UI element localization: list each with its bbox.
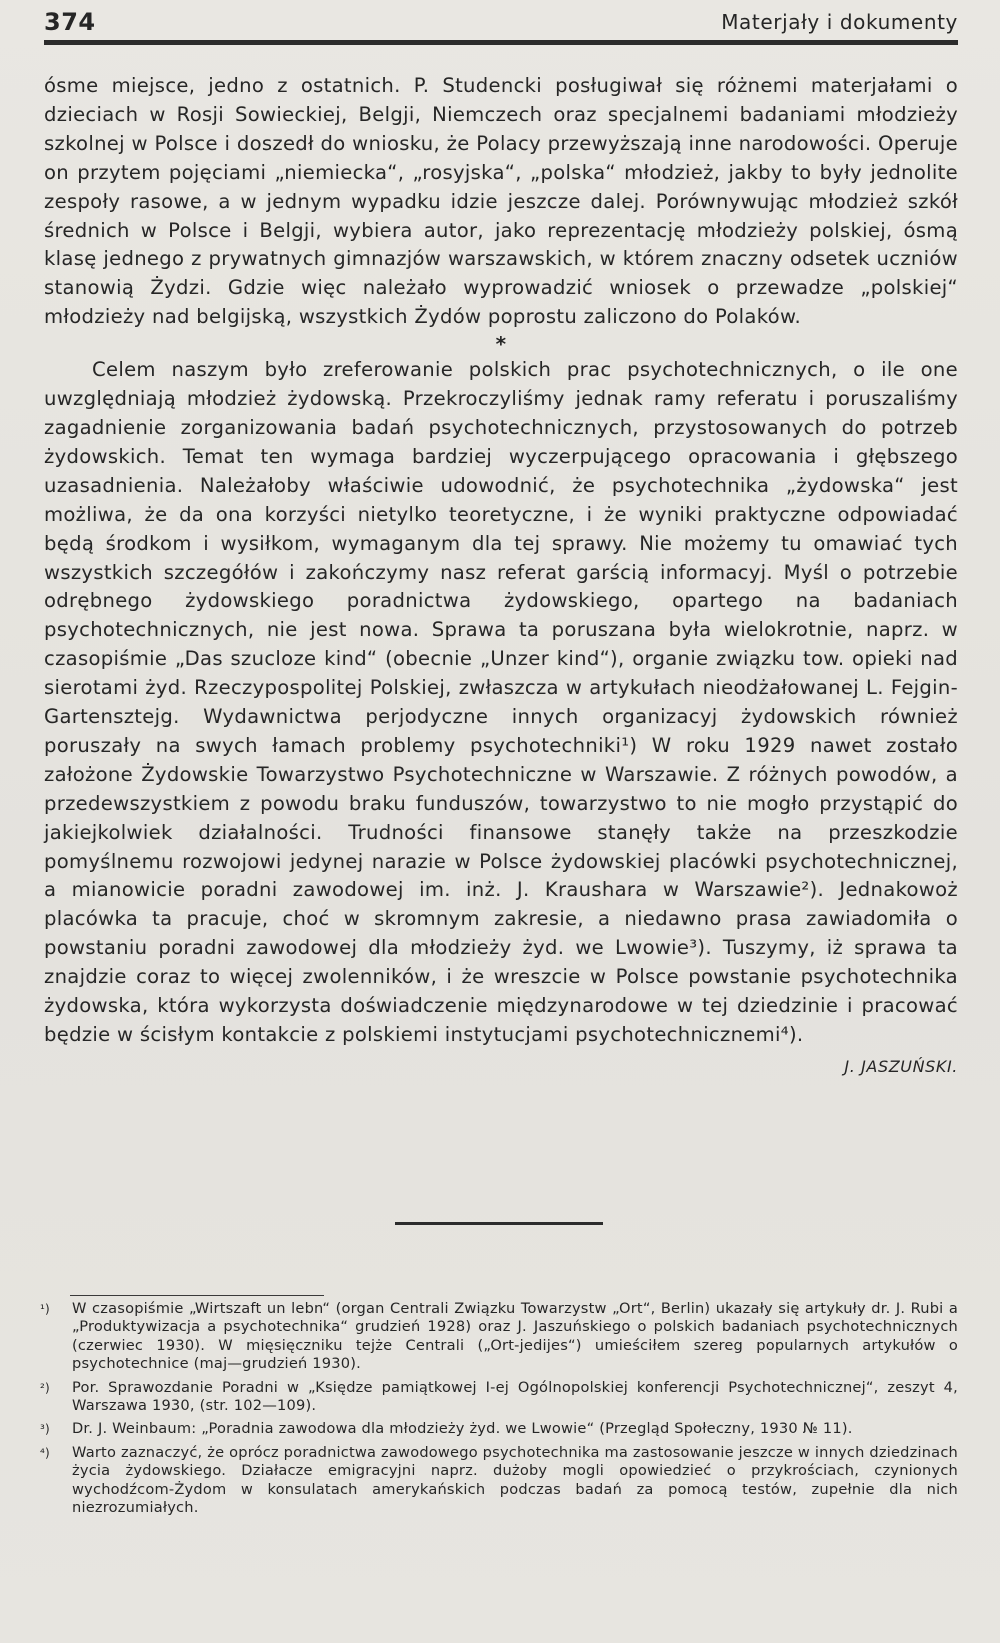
section-separator-asterisk: * — [495, 332, 507, 357]
footnote-text: W czasopiśmie „Wirtszaft un lebn“ (organ Centrali Związku Towarzystw „Ort“, Berlin) ukazały się artykuły dr. J. Rubi a „Produktywizacja a psychotechnika“ grudzień 1928) oraz J. Jaszuńskiego o polskich badaniach psychotechnicznych (czerwiec 1930). W mięsięczniku tejże Centrali („Ort-jedijes“) umieściłem szereg popularnych artykułów o psychotechnice (maj—grudzień 1930). — [72, 1300, 958, 1373]
footnote-text: Por. Sprawozdanie Poradni w „Księdze pamiątkowej I-ej Ogólnopolskiej konferencji Psychotechnicznej“, zeszyt 4, Warszawa 1930, (str. 102—109). — [72, 1378, 958, 1415]
header-rule — [44, 40, 958, 45]
paragraph-continuation: ósme miejsce, jedno z ostatnich. P. Studencki posługiwał się różnemi materjałami o dzieciach w Rosji Sowieckiej, Belgji, Niemczech oraz specjalnemi badaniami młodzieży szkolnej w Polsce i doszedł do wniosku, że Polacy przewyższają inne narodowości. Operuje on przytem pojęciami „niemiecka“, „rosyjska“, „polska“ młodzież, jakby to były jednolite zespoły rasowe, a w jednym wypadku idzie jeszcze dalej. Porównywując młodzież szkół średnich w Polsce i Belgji, wybiera autor, jako reprezentację młodzieży polskiej, ósmą klasę jednego z prywatnych gimnazjów warszawskich, w którem znaczny odsetek uczniów stanowią Żydzi. Gdzie więc należało wyprowadzić wniosek o przewadze „polskiej“ młodzieży nad belgijską, wszystkich Żydów poprostu zaliczono do Polaków. — [44, 74, 958, 329]
article-body — [44, 72, 958, 1080]
footnote-mark: ¹) — [40, 1302, 50, 1316]
running-head: Materjały i dokumenty — [721, 10, 958, 34]
footnote-mark: ³) — [40, 1422, 50, 1437]
footnote-2 — [40, 1379, 958, 1416]
footnote-4 — [40, 1444, 958, 1518]
article-end-rule — [395, 1222, 603, 1225]
page-header — [44, 8, 958, 38]
footnote-text: Dr. J. Weinbaum: „Poradnia zawodowa dla młodzieży żyd. we Lwowie“ (Przegląd Społeczny, 1930 № 11). — [72, 1420, 853, 1438]
author-signature: J. JASZUŃSKI. — [844, 1056, 958, 1076]
footnote-1 — [40, 1300, 958, 1374]
footnote-rule — [70, 1295, 324, 1296]
page-number: 374 — [44, 8, 96, 36]
paragraph-conclusion: Celem naszym było zreferowanie polskich prac psychotechnicznych, o ile one uwzględniają młodzież żydowską. Przekroczyliśmy jednak ramy referatu i poruszaliśmy zagadnienie zorganizowania badań psychotechnicznych, przystosowanych do potrzeb żydowskich. Temat ten wymaga bardziej wyczerpującego opracowania i głębszego uzasadnienia. Należałoby właściwie udowodnić, że psychotechnika „żydowska“ jest możliwa, że da ona korzyści nietylko teoretyczne, i że wyniki praktyczne odpowiadać będą środkom i wysiłkom, wymaganym dla tej sprawy. Nie możemy tu omawiać tych wszystkich szczegółów i zakończymy nasz referat garścią informacyj. Myśl o potrzebie odrębnego żydowskiego poradnictwa żydowskiego, opartego na badaniach psychotechnicznych, nie jest nowa. Sprawa ta poruszana była wielokrotnie, naprz. w czasopiśmie „Das szucloze kind“ (obecnie „Unzer kind“), organie związku tow. opieki nad sierotami żyd. Rzeczypospolitej Polskiej, zwłaszcza w artykułach nieodżałowanej L. Fejgin-Gartensztejg. Wydawnictwa perjodyczne innych organizacyj żydowskich również poruszały na swych łamach problemy psychotechniki¹) W roku 1929 nawet zostało założone Żydowskie Towarzystwo Psychotechniczne w Warszawie. Z różnych powodów, a przedewszystkiem z powodu braku funduszów, towarzystwo to nie mogło przystąpić do jakiejkolwiek działalności. Trudności finansowe stanęły także na przeszkodzie pomyślnemu rozwojowi jedynej narazie w Polsce żydowskiej placówki psychotechnicznej, a mianowicie poradni zawodowej im. inż. J. Kraushara w Warszawie²). Jednakowoż placówka ta pracuje, choć w skromnym zakresie, a niedawno prasa zawiadomiła o powstaniu poradni zawodowej dla młodzieży żyd. we Lwowie³). Tuszymy, iż sprawa ta znajdzie coraz to więcej zwolenników, i że wreszcie w Polsce powstanie psychotechnika żydowska, która wykorzysta doświadczenie międzynarodowe w tej dziedzinie i pracować będzie w ścisłym kontakcie z polskiemi instytucjami psychotechnicznemi⁴). — [44, 358, 958, 1046]
footnote-mark: ²) — [40, 1380, 50, 1395]
footnote-3 — [40, 1420, 958, 1438]
footnote-mark: ⁴) — [40, 1445, 50, 1460]
footnotes — [40, 1300, 958, 1522]
footnote-text: Warto zaznaczyć, że oprócz poradnictwa zawodowego psychotechnika ma zastosowanie jeszcze w innych dziedzinach życia żydowskiego. Działacze emigracyjni naprz. dużoby mogli opowiedzieć o przykrościach, czynionych wychodźcom-Żydom w konsulatach amerykańskich podczas badań za pomocą testów, zupełnie dla nich niezrozumiałych. — [72, 1443, 958, 1517]
